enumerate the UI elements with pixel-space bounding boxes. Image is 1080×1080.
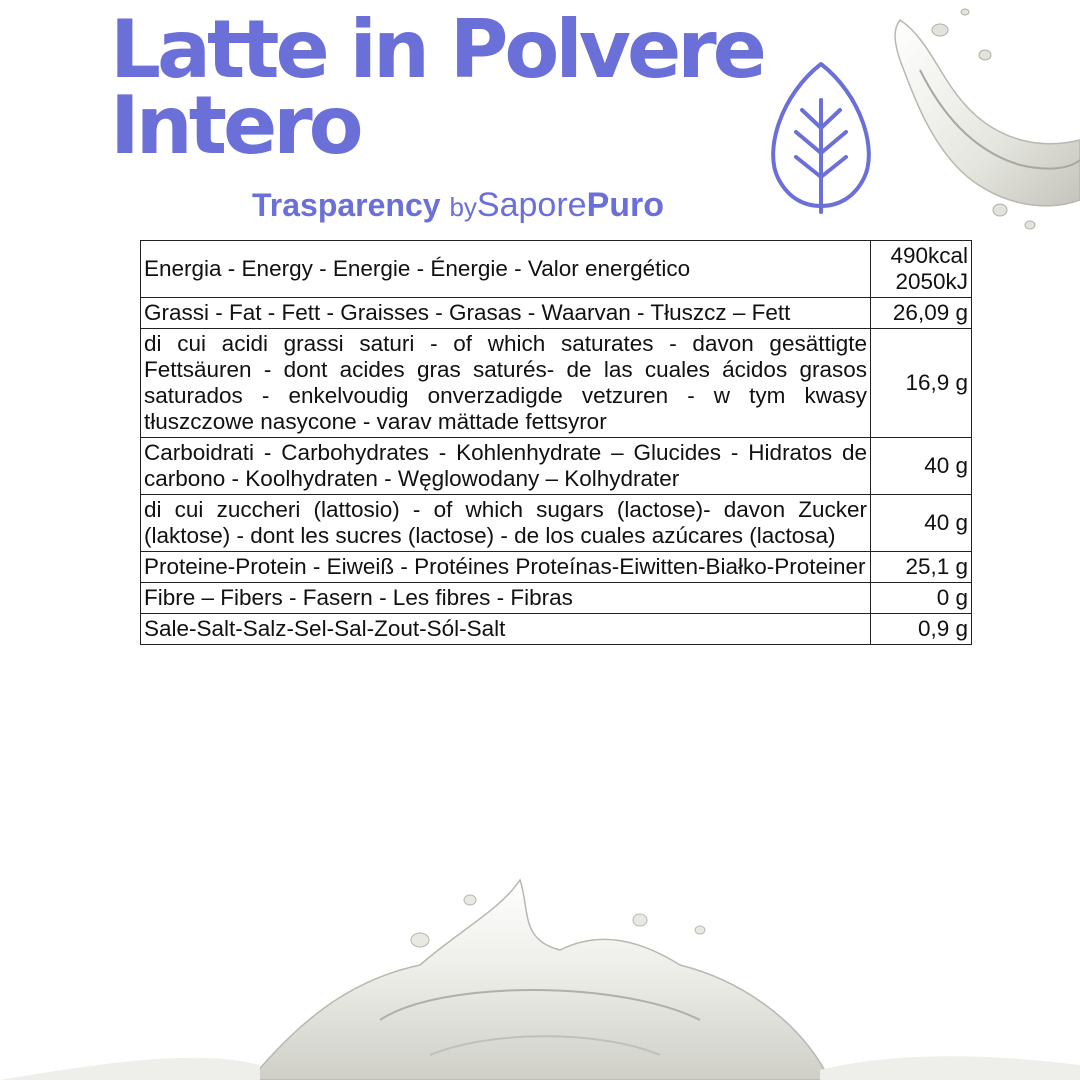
brand-name-regular: Sapore — [476, 186, 587, 224]
nutrient-value: 16,9 g — [871, 329, 972, 438]
energy-kj-value: 2050kJ — [895, 269, 968, 294]
nutrient-value: 0,9 g — [871, 614, 972, 645]
nutrient-label: di cui acidi grassi saturi - of which saturates - davon gesättigte Fettsäuren - dont acides gras saturés- de las cuales ácidos grasos saturados - enkelvoudig onverzadigde vetzuren - w tym kwasy tłuszczowe nasycone - varav mättade fettsyror — [141, 329, 871, 438]
page-title — [110, 3, 763, 172]
nutrient-value: 40 g — [871, 495, 972, 552]
nutrient-label: Carboidrati - Carbohydrates - Kohlenhydrate – Glucides - Hidratos de carbono - Koolhydraten - Węglowodany – Kolhydrater — [141, 438, 871, 495]
brand-trasparency: Trasparency — [252, 187, 441, 223]
nutrient-label: Energia - Energy - Energie - Énergie - Valor energético — [141, 241, 871, 298]
energy-kcal-value: 490kcal — [890, 243, 968, 268]
brand-name-bold: Puro — [586, 186, 665, 224]
title-line-1: Latte in Polvere — [110, 3, 763, 96]
nutrient-value: 0 g — [871, 583, 972, 614]
nutrient-label: Proteine-Protein - Eiweiß - Protéines Proteínas-Eiwitten-Białko-Proteiner — [141, 552, 871, 583]
nutrient-value: 25,1 g — [871, 552, 972, 583]
nutrient-value — [871, 241, 972, 298]
milk-splash-bottom — [0, 870, 1080, 1080]
table-row — [141, 241, 972, 298]
milk-splash-top-right — [820, 0, 1080, 240]
nutrient-value: 26,09 g — [871, 298, 972, 329]
title-line-2: Intero — [110, 79, 360, 172]
table-row — [141, 614, 972, 645]
table-row — [141, 495, 972, 552]
table-row — [141, 298, 972, 329]
nutrient-label: Fibre – Fibers - Fasern - Les fibres - Fibras — [141, 583, 871, 614]
table-row — [141, 329, 972, 438]
nutrient-label: Grassi - Fat - Fett - Graisses - Grasas - Waarvan - Tłuszcz – Fett — [141, 298, 871, 329]
nutrient-label: Sale-Salt-Salz-Sel-Sal-Zout-Sól-Salt — [141, 614, 871, 645]
nutrition-table — [140, 240, 972, 645]
nutrient-label: di cui zuccheri (lattosio) - of which sugars (lactose)- davon Zucker (laktose) - dont les sucres (lactose) - de los cuales azúcares (lactosa) — [141, 495, 871, 552]
table-row — [141, 552, 972, 583]
table-row — [141, 438, 972, 495]
table-row — [141, 583, 972, 614]
brand-by: by — [449, 192, 477, 222]
nutrient-value: 40 g — [871, 438, 972, 495]
brand-tagline — [252, 186, 664, 225]
